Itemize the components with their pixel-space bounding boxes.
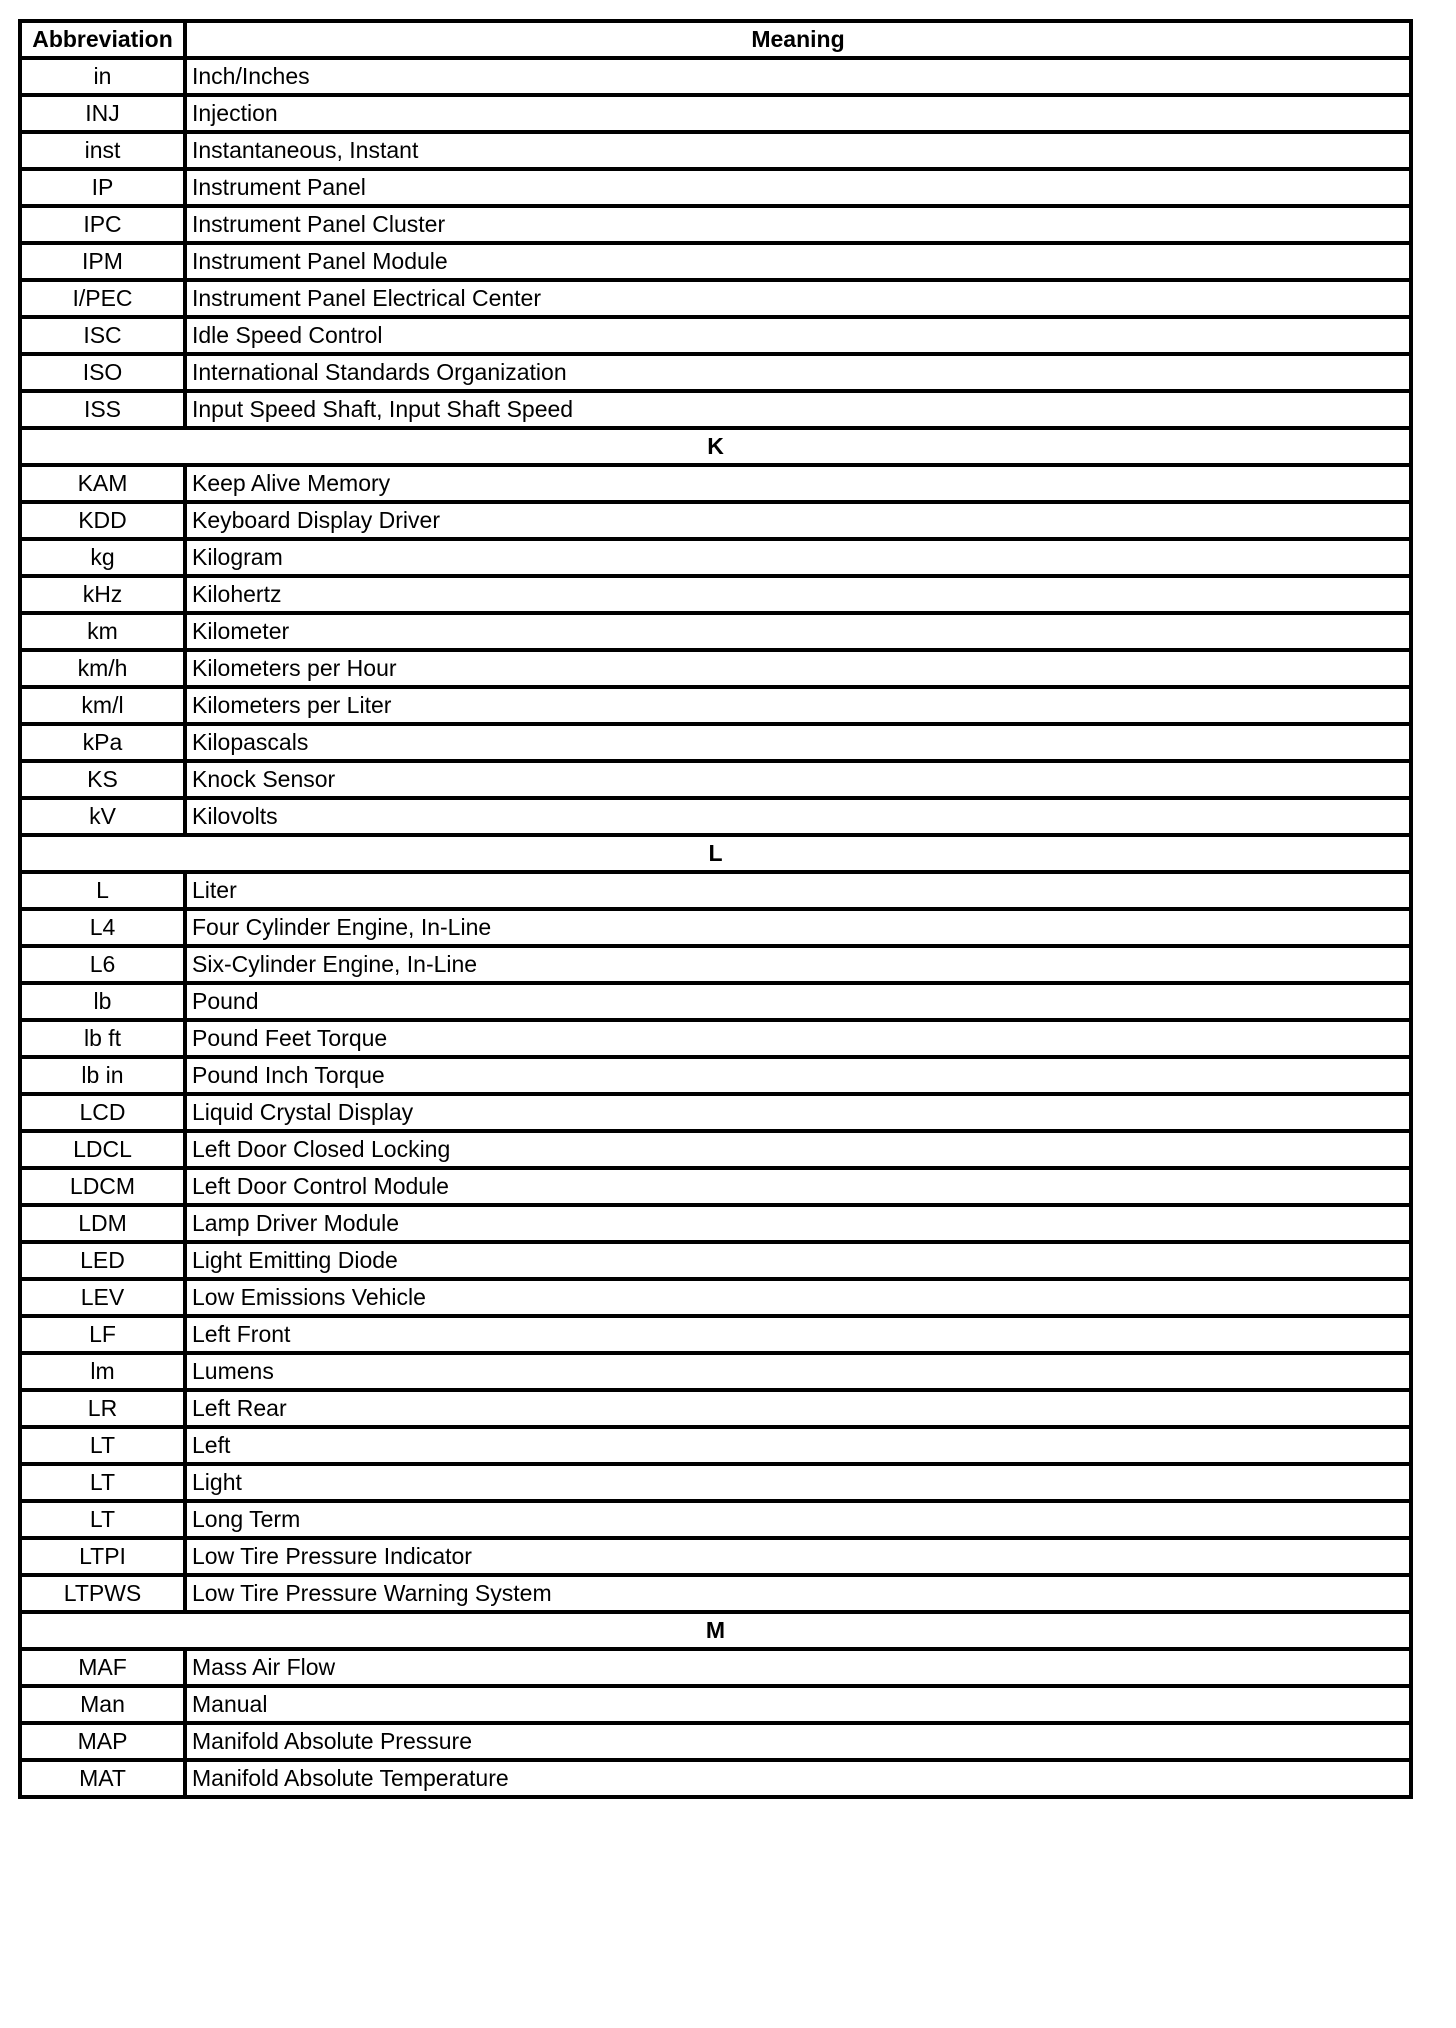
abbreviation-column-header: Abbreviation — [20, 21, 185, 58]
table-row — [20, 650, 1411, 687]
meaning-cell: Long Term — [185, 1501, 1411, 1538]
abbreviation-cell: ISO — [20, 354, 185, 391]
table-row — [20, 909, 1411, 946]
meaning-cell: Keep Alive Memory — [185, 465, 1411, 502]
abbreviation-cell: in — [20, 58, 185, 95]
meaning-cell: Lumens — [185, 1353, 1411, 1390]
table-row — [20, 613, 1411, 650]
meaning-cell: Left — [185, 1427, 1411, 1464]
abbreviation-cell: lb — [20, 983, 185, 1020]
abbreviation-cell: IPM — [20, 243, 185, 280]
meaning-cell: Kilometers per Liter — [185, 687, 1411, 724]
table-row — [20, 354, 1411, 391]
abbreviation-cell: LEV — [20, 1279, 185, 1316]
section-header-row — [20, 428, 1411, 465]
meaning-cell: Lamp Driver Module — [185, 1205, 1411, 1242]
abbreviation-cell: lb ft — [20, 1020, 185, 1057]
abbreviation-cell: INJ — [20, 95, 185, 132]
meaning-cell: Knock Sensor — [185, 761, 1411, 798]
table-row — [20, 1538, 1411, 1575]
abbreviation-cell: kPa — [20, 724, 185, 761]
table-row — [20, 465, 1411, 502]
table-row — [20, 1168, 1411, 1205]
table-body — [20, 58, 1411, 1797]
meaning-cell: Instrument Panel — [185, 169, 1411, 206]
meaning-cell: Light Emitting Diode — [185, 1242, 1411, 1279]
table-row — [20, 1501, 1411, 1538]
abbreviation-cell: LT — [20, 1501, 185, 1538]
meaning-cell: Mass Air Flow — [185, 1649, 1411, 1686]
table-row — [20, 576, 1411, 613]
table-row — [20, 391, 1411, 428]
abbreviation-cell: Man — [20, 1686, 185, 1723]
table-row — [20, 1760, 1411, 1797]
table-row — [20, 1464, 1411, 1501]
table-row — [20, 1094, 1411, 1131]
meaning-cell: Low Tire Pressure Indicator — [185, 1538, 1411, 1575]
abbreviation-cell: LCD — [20, 1094, 185, 1131]
table-row — [20, 1279, 1411, 1316]
meaning-cell: Instrument Panel Electrical Center — [185, 280, 1411, 317]
table-row — [20, 1020, 1411, 1057]
table-row — [20, 58, 1411, 95]
abbreviation-cell: MAT — [20, 1760, 185, 1797]
table-row — [20, 1353, 1411, 1390]
abbreviation-cell: kHz — [20, 576, 185, 613]
table-row — [20, 1316, 1411, 1353]
table-row — [20, 1205, 1411, 1242]
abbreviation-cell: lm — [20, 1353, 185, 1390]
table-row — [20, 1057, 1411, 1094]
table-row — [20, 946, 1411, 983]
meaning-cell: Kilovolts — [185, 798, 1411, 835]
table-row — [20, 1427, 1411, 1464]
meaning-cell: Manifold Absolute Temperature — [185, 1760, 1411, 1797]
abbreviation-cell: LDCM — [20, 1168, 185, 1205]
table-row — [20, 1131, 1411, 1168]
meaning-cell: Six-Cylinder Engine, In-Line — [185, 946, 1411, 983]
abbreviation-cell: LF — [20, 1316, 185, 1353]
meaning-cell: Kilopascals — [185, 724, 1411, 761]
meaning-column-header: Meaning — [185, 21, 1411, 58]
abbreviation-cell: LT — [20, 1427, 185, 1464]
abbreviation-cell: KDD — [20, 502, 185, 539]
table-row — [20, 1575, 1411, 1612]
table-row — [20, 132, 1411, 169]
section-header-row — [20, 1612, 1411, 1649]
header-row — [20, 21, 1411, 58]
table-row — [20, 169, 1411, 206]
meaning-cell: Pound — [185, 983, 1411, 1020]
meaning-cell: Kilogram — [185, 539, 1411, 576]
meaning-cell: Liquid Crystal Display — [185, 1094, 1411, 1131]
abbreviation-cell: KS — [20, 761, 185, 798]
table-row — [20, 798, 1411, 835]
table-row — [20, 1723, 1411, 1760]
meaning-cell: Left Rear — [185, 1390, 1411, 1427]
abbreviation-cell: MAP — [20, 1723, 185, 1760]
section-header-row — [20, 835, 1411, 872]
meaning-cell: Inch/Inches — [185, 58, 1411, 95]
meaning-cell: Left Door Control Module — [185, 1168, 1411, 1205]
meaning-cell: Low Tire Pressure Warning System — [185, 1575, 1411, 1612]
meaning-cell: Kilohertz — [185, 576, 1411, 613]
abbreviation-cell: kV — [20, 798, 185, 835]
table-row — [20, 1390, 1411, 1427]
abbreviation-cell: km — [20, 613, 185, 650]
section-letter: L — [20, 835, 1411, 872]
meaning-cell: Liter — [185, 872, 1411, 909]
meaning-cell: Four Cylinder Engine, In-Line — [185, 909, 1411, 946]
abbreviation-cell: MAF — [20, 1649, 185, 1686]
abbreviation-table — [18, 19, 1413, 1799]
table-row — [20, 539, 1411, 576]
abbreviation-cell: LDM — [20, 1205, 185, 1242]
meaning-cell: Manifold Absolute Pressure — [185, 1723, 1411, 1760]
meaning-cell: Input Speed Shaft, Input Shaft Speed — [185, 391, 1411, 428]
meaning-cell: Idle Speed Control — [185, 317, 1411, 354]
abbreviation-cell: LDCL — [20, 1131, 185, 1168]
abbreviation-cell: L4 — [20, 909, 185, 946]
table-row — [20, 872, 1411, 909]
meaning-cell: Light — [185, 1464, 1411, 1501]
meaning-cell: Instrument Panel Cluster — [185, 206, 1411, 243]
abbreviation-cell: lb in — [20, 1057, 185, 1094]
meaning-cell: Low Emissions Vehicle — [185, 1279, 1411, 1316]
table-row — [20, 243, 1411, 280]
abbreviation-cell: LR — [20, 1390, 185, 1427]
meaning-cell: Instrument Panel Module — [185, 243, 1411, 280]
table-row — [20, 206, 1411, 243]
table-row — [20, 280, 1411, 317]
meaning-cell: Instantaneous, Instant — [185, 132, 1411, 169]
meaning-cell: Manual — [185, 1686, 1411, 1723]
abbreviation-cell: km/l — [20, 687, 185, 724]
table-row — [20, 95, 1411, 132]
abbreviation-cell: LT — [20, 1464, 185, 1501]
table-row — [20, 502, 1411, 539]
abbreviation-cell: IP — [20, 169, 185, 206]
abbreviation-cell: LED — [20, 1242, 185, 1279]
table-row — [20, 983, 1411, 1020]
abbreviation-cell: I/PEC — [20, 280, 185, 317]
abbreviation-cell: KAM — [20, 465, 185, 502]
meaning-cell: International Standards Organization — [185, 354, 1411, 391]
meaning-cell: Left Door Closed Locking — [185, 1131, 1411, 1168]
meaning-cell: Kilometer — [185, 613, 1411, 650]
table-row — [20, 724, 1411, 761]
meaning-cell: Left Front — [185, 1316, 1411, 1353]
abbreviation-cell: LTPWS — [20, 1575, 185, 1612]
table-row — [20, 687, 1411, 724]
table-row — [20, 1649, 1411, 1686]
section-letter: M — [20, 1612, 1411, 1649]
abbreviation-cell: IPC — [20, 206, 185, 243]
table-row — [20, 317, 1411, 354]
abbreviation-cell: km/h — [20, 650, 185, 687]
abbreviation-cell: inst — [20, 132, 185, 169]
meaning-cell: Pound Inch Torque — [185, 1057, 1411, 1094]
abbreviation-cell: L — [20, 872, 185, 909]
meaning-cell: Keyboard Display Driver — [185, 502, 1411, 539]
meaning-cell: Injection — [185, 95, 1411, 132]
section-letter: K — [20, 428, 1411, 465]
abbreviation-cell: LTPI — [20, 1538, 185, 1575]
table-row — [20, 1686, 1411, 1723]
abbreviation-cell: ISC — [20, 317, 185, 354]
abbreviation-cell: kg — [20, 539, 185, 576]
table-row — [20, 761, 1411, 798]
abbreviation-cell: ISS — [20, 391, 185, 428]
meaning-cell: Kilometers per Hour — [185, 650, 1411, 687]
meaning-cell: Pound Feet Torque — [185, 1020, 1411, 1057]
table-row — [20, 1242, 1411, 1279]
abbreviation-cell: L6 — [20, 946, 185, 983]
